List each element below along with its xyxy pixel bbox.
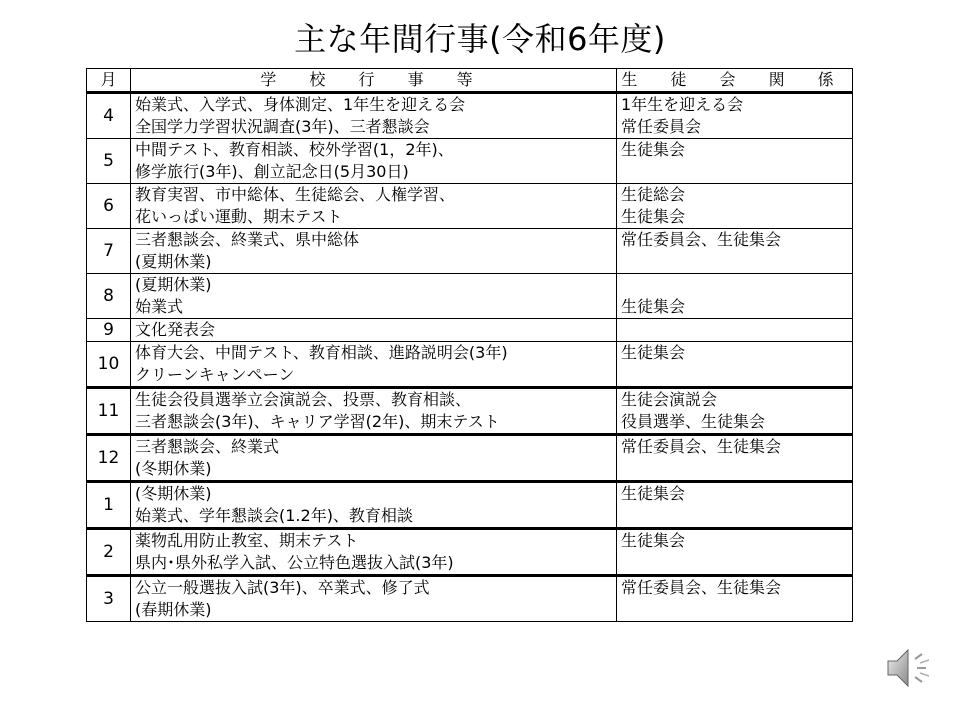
student-council-cell: [617, 342, 853, 388]
student-council-cell: [617, 435, 853, 482]
school-event-line: (夏期休業): [135, 275, 212, 294]
student-council-cell: [617, 576, 853, 622]
student-council-line: 常任委員会: [621, 117, 702, 136]
student-council-line: 生徒会演説会: [621, 390, 718, 409]
month-cell: 12: [87, 435, 131, 482]
school-events-cell: [131, 435, 617, 482]
table-row: [87, 229, 853, 274]
student-council-line: 生徒集会: [621, 140, 686, 159]
month-cell: 11: [87, 388, 131, 435]
school-events-cell: [131, 482, 617, 529]
school-events-cell: [131, 93, 617, 139]
table-header-row: [87, 69, 853, 93]
student-council-line: [621, 274, 852, 296]
table-row: [87, 576, 853, 622]
student-council-cell: [617, 274, 853, 319]
month-cell: 3: [87, 576, 131, 622]
school-events-cell: [131, 388, 617, 435]
table-row: [87, 388, 853, 435]
student-council-line: 生徒集会: [621, 484, 686, 503]
school-event-line: 生徒会役員選挙立会演説会、投票、教育相談、: [135, 390, 472, 409]
student-council-cell: [617, 184, 853, 229]
student-council-line: 生徒集会: [621, 297, 686, 316]
student-council-cell: [617, 388, 853, 435]
school-event-line: 県内･県外私学入試、公立特色選抜入試(3年): [135, 553, 454, 572]
student-council-line: [621, 505, 852, 527]
student-council-line: [621, 599, 852, 621]
school-events-cell: [131, 342, 617, 388]
student-council-line: 役員選挙、生徒集会: [621, 412, 766, 431]
school-event-line: 修学旅行(3年)、創立記念日(5月30日): [135, 162, 409, 181]
school-events-cell: [131, 184, 617, 229]
school-event-line: (春期休業): [135, 600, 212, 619]
school-event-line: 三者懇談会、終業式: [135, 437, 280, 456]
student-council-line: 生徒総会: [621, 185, 686, 204]
header-student-council: 生 徒 会 関 係: [617, 69, 853, 93]
student-council-cell: [617, 93, 853, 139]
school-event-line: 花いっぱい運動、期末テスト: [135, 207, 343, 226]
school-event-line: 三者懇談会、終業式、県中総体: [135, 230, 360, 249]
table-row: [87, 529, 853, 576]
annual-events-table: [86, 68, 853, 622]
school-event-line: 三者懇談会(3年)、キャリア学習(2年)、期末テスト: [135, 412, 500, 431]
student-council-line: 常任委員会、生徒集会: [621, 230, 782, 249]
student-council-cell: [617, 319, 853, 342]
month-cell: 7: [87, 229, 131, 274]
student-council-line: [621, 319, 852, 341]
student-council-line: [621, 161, 852, 183]
school-event-line: 教育実習、市中総体、生徒総会、人権学習、: [135, 185, 456, 204]
school-event-line: 体育大会、中間テスト、教育相談、進路説明会(3年): [135, 343, 508, 362]
month-cell: 2: [87, 529, 131, 576]
student-council-line: 常任委員会、生徒集会: [621, 437, 782, 456]
student-council-line: 生徒集会: [621, 531, 686, 550]
school-events-cell: [131, 576, 617, 622]
student-council-line: [621, 552, 852, 574]
school-event-line: (夏期休業): [135, 252, 212, 271]
table-row: [87, 93, 853, 139]
page-title: 主な年間行事(令和6年度): [294, 20, 666, 58]
school-events-cell: [131, 139, 617, 184]
month-cell: 10: [87, 342, 131, 388]
student-council-line: 1年生を迎える会: [621, 95, 744, 114]
school-event-line: (冬期休業): [135, 459, 212, 478]
table-row: [87, 342, 853, 388]
table-row: [87, 139, 853, 184]
table-row: [87, 482, 853, 529]
student-council-line: [621, 364, 852, 386]
school-event-line: 薬物乱用防止教室、期末テスト: [135, 531, 359, 550]
month-cell: 9: [87, 319, 131, 342]
student-council-cell: [617, 482, 853, 529]
school-events-cell: [131, 229, 617, 274]
school-events-cell: [131, 529, 617, 576]
student-council-cell: [617, 529, 853, 576]
month-cell: 4: [87, 93, 131, 139]
month-cell: 1: [87, 482, 131, 529]
header-school-events: 学 校 行 事 等: [131, 69, 617, 93]
student-council-line: 生徒集会: [621, 343, 686, 362]
month-cell: 6: [87, 184, 131, 229]
speaker-icon[interactable]: [884, 645, 936, 691]
school-event-line: 全国学力学習状況調査(3年)、三者懇談会: [135, 117, 430, 136]
student-council-cell: [617, 139, 853, 184]
table-row: [87, 435, 853, 482]
school-event-line: (冬期休業): [135, 484, 212, 503]
student-council-cell: [617, 229, 853, 274]
school-events-cell: [131, 319, 617, 342]
school-event-line: 始業式、入学式、身体測定、1年生を迎える会: [135, 95, 466, 114]
school-event-line: 中間テスト、教育相談、校外学習(1，2年)、: [135, 140, 454, 159]
school-event-line: 公立一般選抜入試(3年)、卒業式、修了式: [135, 578, 430, 597]
student-council-line: [621, 458, 852, 480]
month-cell: 5: [87, 139, 131, 184]
school-event-line: 始業式: [135, 297, 184, 316]
student-council-line: 常任委員会、生徒集会: [621, 578, 782, 597]
student-council-line: [621, 251, 852, 273]
table-row: [87, 274, 853, 319]
header-month: 月: [87, 69, 131, 93]
school-events-cell: [131, 274, 617, 319]
table-row: [87, 319, 853, 342]
school-event-line: 始業式、学年懇談会(1.2年)、教育相談: [135, 506, 413, 525]
month-cell: 8: [87, 274, 131, 319]
table-row: [87, 184, 853, 229]
school-event-line: 文化発表会: [135, 320, 216, 339]
student-council-line: 生徒集会: [621, 207, 686, 226]
school-event-line: クリーンキャンペーン: [135, 365, 295, 384]
